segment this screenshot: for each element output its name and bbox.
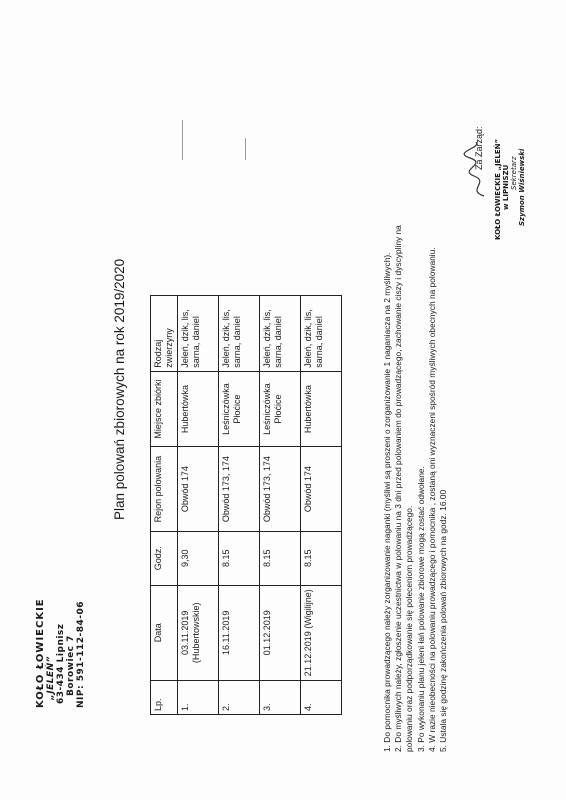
table-row [219,296,260,715]
table-header-row [151,296,178,715]
stamp-line-4: Borowiec 7 [66,635,76,696]
cell-meeting: Hubertówka [301,371,342,447]
stamp-line-3: 63-434 Lipnisz [56,623,66,704]
cell-game: Jeleń, dzik, lis, sarna, daniel [219,296,260,372]
cell-date: 01.12.2019 [260,585,301,680]
cell-area: Obwód 174 [301,447,342,531]
cell-meeting: Hubertówka [178,371,219,447]
cell-game: Jeleń, dzik, lis, sarna, daniel [178,296,219,372]
cell-meeting: Leśniczówka Płoćice [219,371,260,447]
cell-game: Jeleń, dzik, lis, sarna, daniel [260,296,301,372]
cell-time: 8.15 [219,531,260,585]
cell-area: Obwód 173, 174 [260,447,301,531]
signature-label: Za Zarząd: [474,126,484,170]
col-header-meeting: Miejsce zbiórki [151,371,178,447]
note-item: 4. W razie nieobecności na polowaniu prowadzącego i pomocnika , zostaną oni wyznaczeni spośród myśliwych obecnych na polowaniu. [426,247,437,752]
cell-area: Obwód 173, 174 [219,447,260,531]
note-item: 2. Do myśliwych należy, zgłoszenie uczestnictwa w polowaniu na 3 dni przed polowaniem do prowadzącego, zachowanie ciszy i dyscypliny na [393,225,404,752]
cell-lp: 2. [219,681,260,715]
cell-lp: 3. [260,681,301,715]
cell-lp: 4. [301,681,342,715]
col-header-date: Data [151,585,178,680]
note-item: 5. Ustala się godzinę zakończenia polowań zbiorowych na godz. 16.00 [438,489,449,752]
secretary-stamp-line-1: KOŁO ŁOWIECKIE „JELEŃ” [494,138,502,240]
cell-meeting: Leśniczówka Płoćice [260,371,301,447]
col-header-time: Godz. [151,531,178,585]
document-title: Plan polowań zbiorowych na rok 2019/2020 [112,258,127,520]
note-item: 3. Po wykonaniu planu jeleni łań polowanie zbiorowe mogą zostać odwołane. [415,466,426,752]
cell-date: 03.11.2019 (Hubertowskie) [178,585,219,680]
note-item: polowaniu oraz podporządkowanie się poleceniom prowadzącego. [404,505,415,752]
cell-area: Obwód 174 [178,447,219,531]
note-item: 1. Do pomocnika prowadzącego należy zorganizowanie naganki (myśliwi są proszeni o zorganizowanie 1 naganiacza na 2 myśliwych). [382,252,392,752]
stamp-line-5: NIP: 591-112-84-06 [76,600,86,708]
hunt-plan-table [150,295,342,715]
stamp-line-1: KOŁO ŁOWIECKIE [35,598,46,708]
cell-game: Jeleń, dzik, lis, sarna, daniel [301,296,342,372]
table-row [178,296,219,715]
col-header-lp: Lp. [151,681,178,715]
stamp-line-2: „JELEŃ” [46,655,56,700]
col-header-area: Rejon polowania [151,447,178,531]
scan-artifact-line [245,138,246,160]
table-row [260,296,301,715]
secretary-stamp-line-2: w LIPNISZU [502,164,510,210]
secretary-stamp [494,60,526,240]
cell-time: 9,30 [178,531,219,585]
club-stamp [36,478,86,708]
cell-date: 16.11.2019 [219,585,260,680]
cell-date: 21.12.2019 (Wigilijne) [301,585,342,680]
cell-time: 8.15 [260,531,301,585]
col-header-game: Rodzaj zwierzyny [151,296,178,372]
notes-list [382,52,449,752]
secretary-stamp-line-4: Szymon Wiśniewski [518,148,526,226]
table-row [301,296,342,715]
cell-time: 8.15 [301,531,342,585]
scan-artifact-line [182,120,183,160]
cell-lp: 1. [178,681,219,715]
secretary-stamp-line-3: Sekretarz [510,156,518,190]
